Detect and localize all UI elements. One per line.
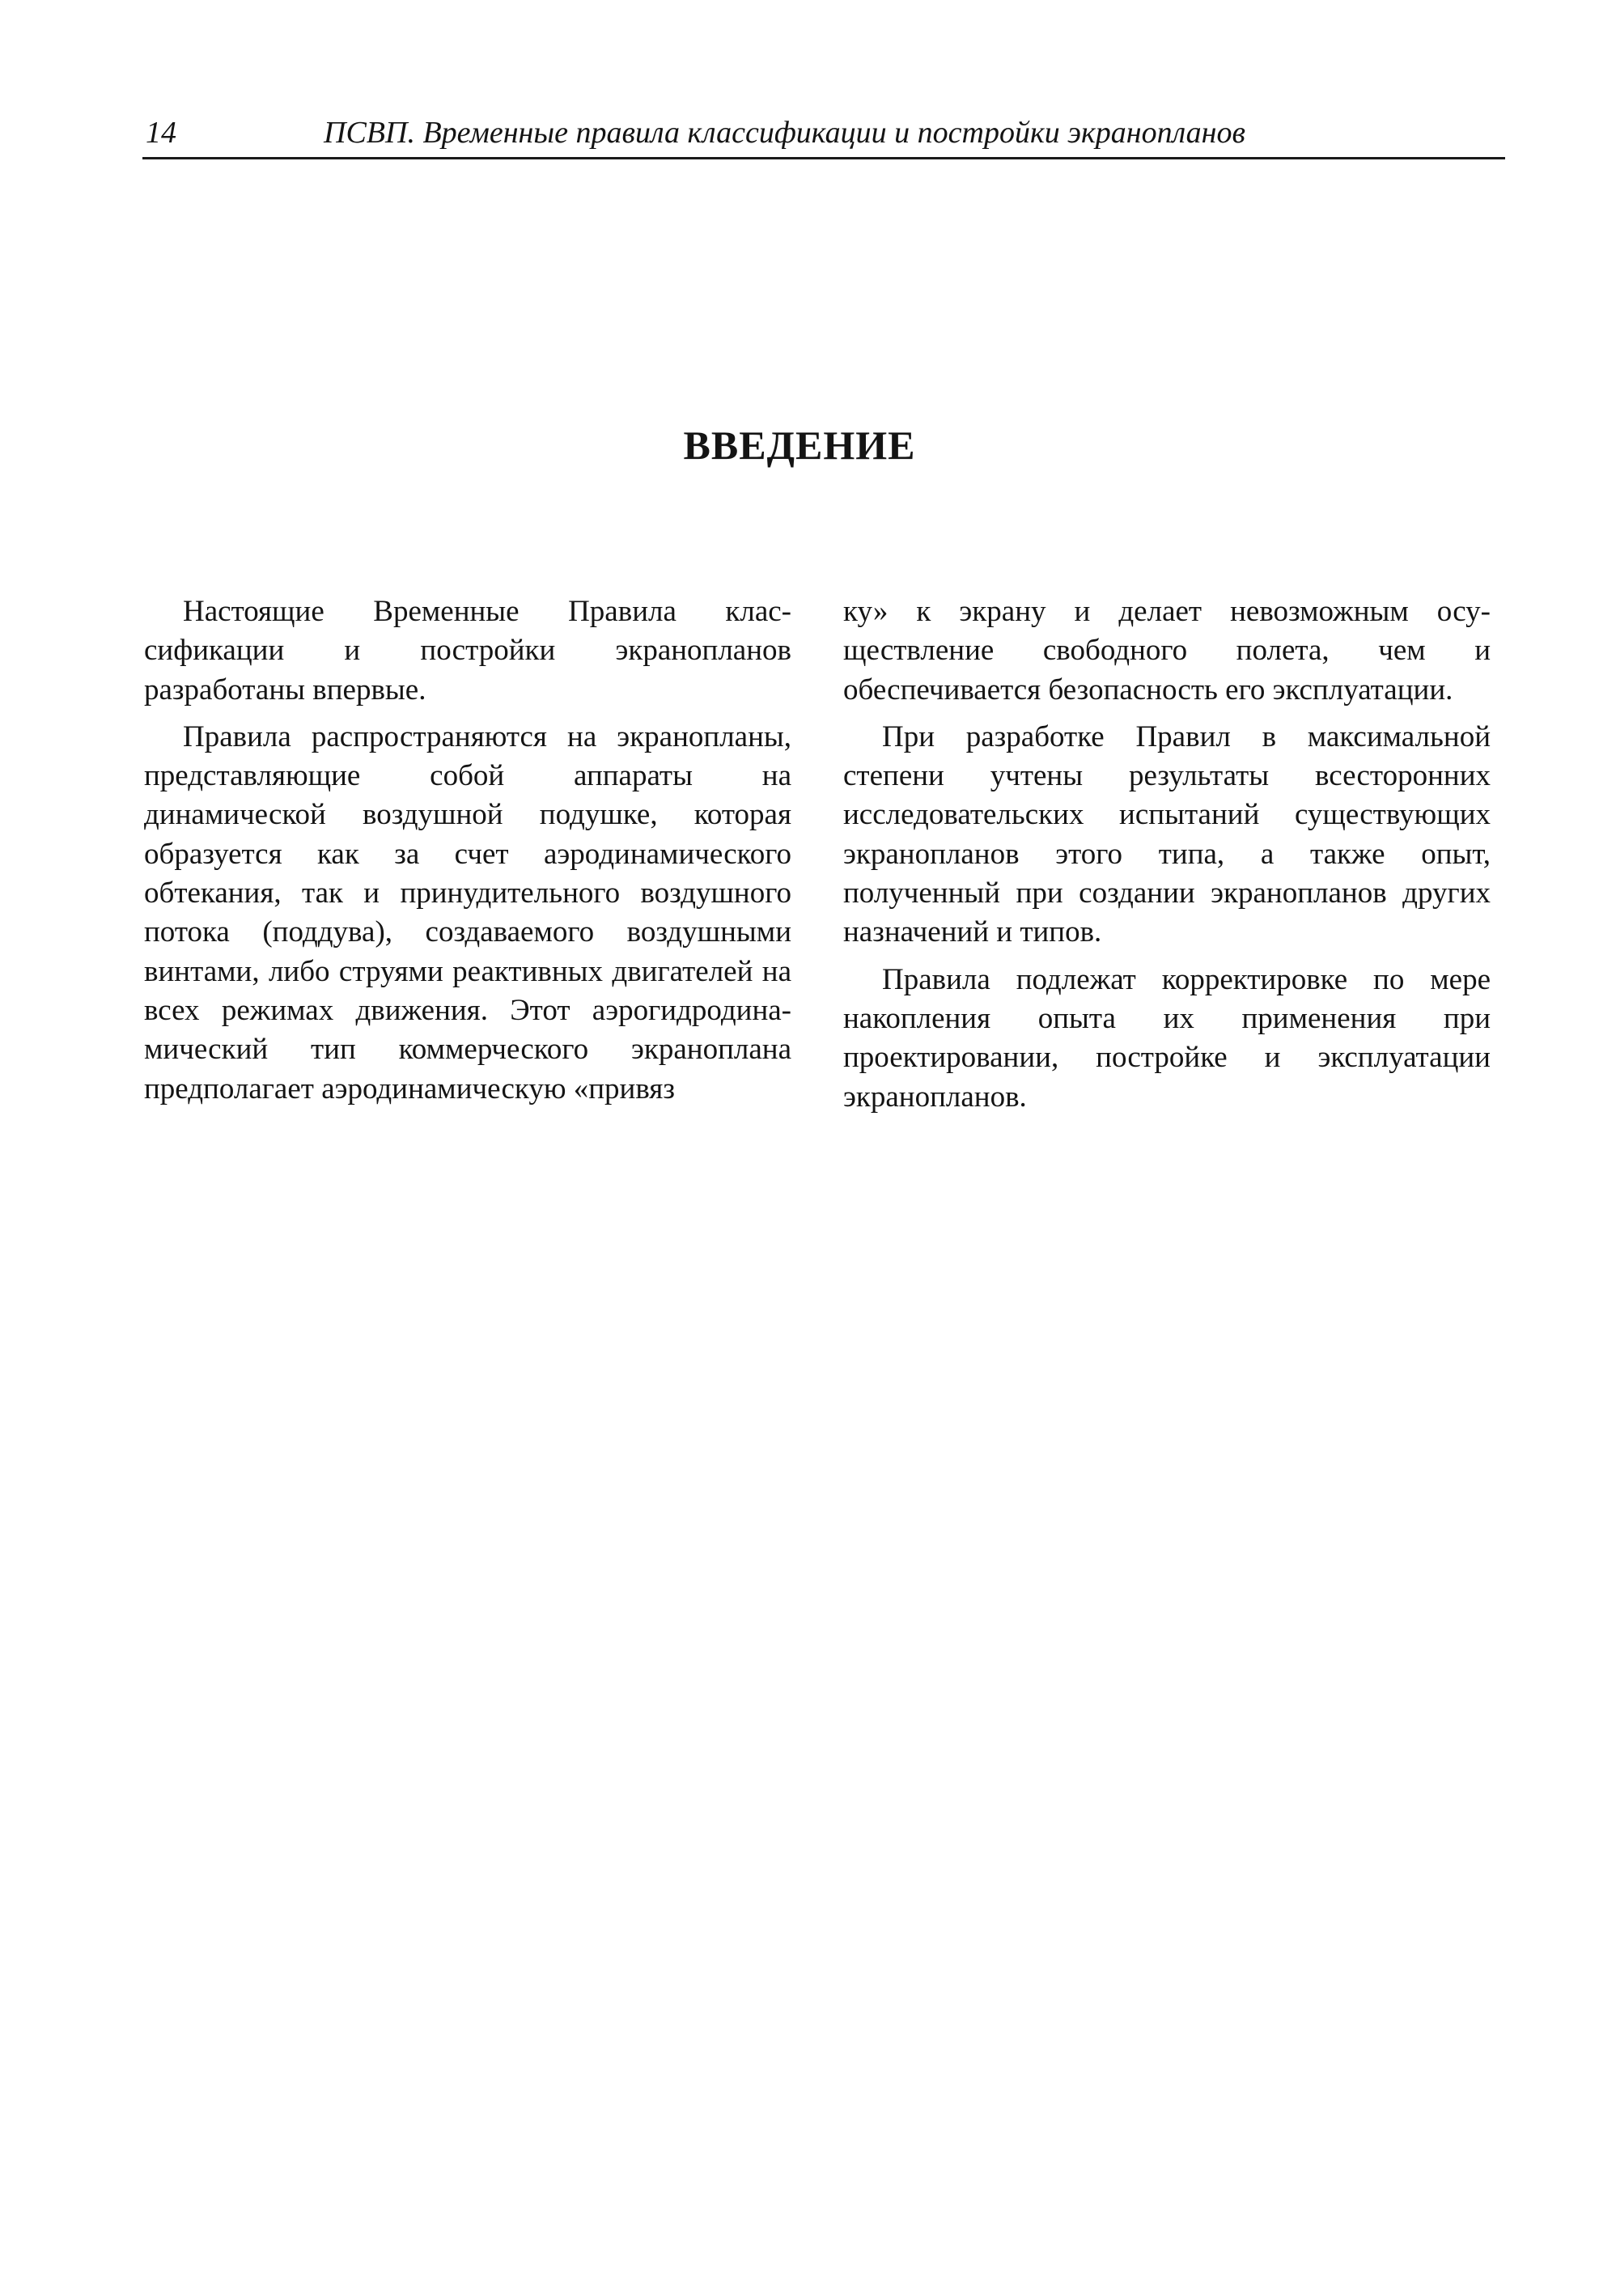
- right-column: [843, 592, 1491, 1125]
- paragraph: При разработке Правил в максимальной степени учтены результаты всесторонних исследовательских испытаний существующих экранопланов этого типа, а также опыт, полученный при создании экранопланов других назначений и типов.: [843, 719, 1491, 949]
- section-title: ВВЕДЕНИЕ: [683, 422, 916, 468]
- paragraph: Правила распространяются на экранопланы, представляющие собой аппараты на динамической воздушной подушке, которая образуется как за счет аэродинамического обтекания, так и принудительного воздушного потока (поддува), создаваемого воздушными винтами, либо струями реактивных двигателей на всех режимах движения. Этот аэрогидродинамический тип коммерческого экраноплана предполагает аэродинамическую «привяз: [144, 719, 791, 1106]
- paragraph: Настоящие Временные Правила классификации и постройки экранопланов разработаны впервые.: [144, 595, 791, 707]
- running-header: [142, 112, 1505, 159]
- paragraph-continuation: ку» к экрану и делает невозможным осуществление свободного полета, чем и обеспечивается безопасность его эксплуатации.: [843, 595, 1491, 707]
- left-column: [144, 592, 791, 1117]
- page-number: 14: [146, 116, 176, 150]
- running-title: ПСВП. Временные правила классификации и постройки экранопланов: [324, 116, 1245, 150]
- paragraph: Правила подлежат корректировке по мере накопления опыта их применения при проектировании, постройке и эксплуатации экранопланов.: [843, 962, 1491, 1114]
